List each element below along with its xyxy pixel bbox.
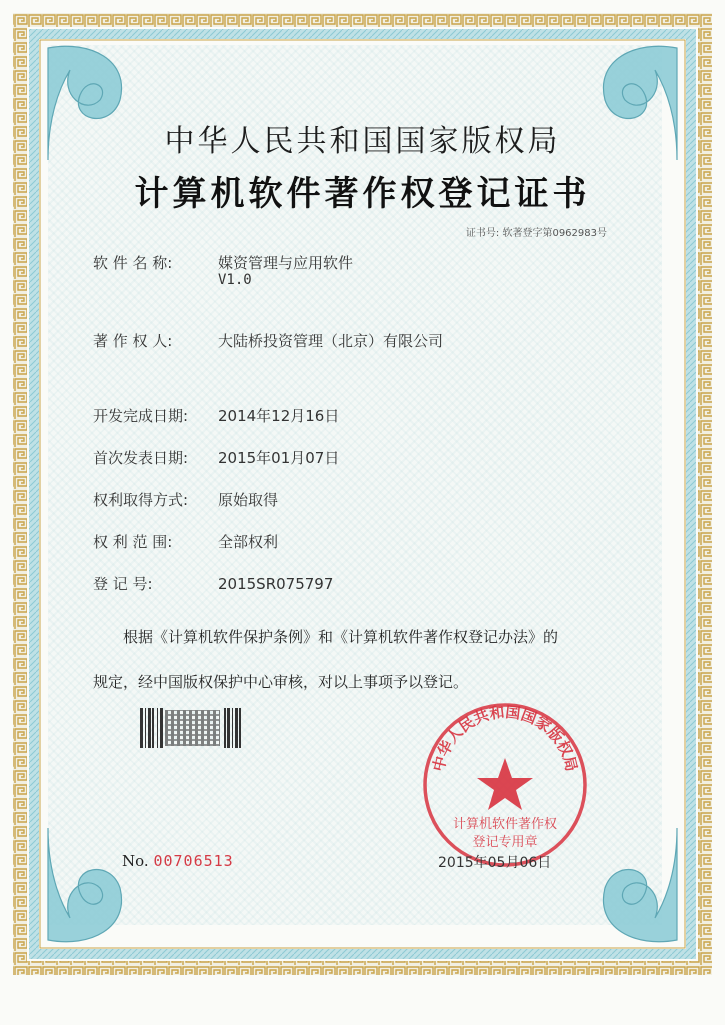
field-value: 原始取得 xyxy=(218,491,279,509)
seal-outer-text: 中华人民共和国国家版权局 xyxy=(429,703,581,774)
seal-inner-line1: 计算机软件著作权 xyxy=(452,817,558,832)
certificate-number: 证书号: 软著登字第0962983号 xyxy=(465,228,607,239)
field-value: 2015年01月07日 xyxy=(218,449,340,467)
serial-label: No. xyxy=(122,852,149,870)
issue-date: 2015年05月06日 xyxy=(438,855,552,871)
field-registration-number xyxy=(93,573,333,594)
field-value: 媒资管理与应用软件 xyxy=(218,254,354,272)
field-value: 全部权利 xyxy=(218,533,279,551)
field-rights-scope xyxy=(93,531,278,552)
field-label: 著 作 权 人: xyxy=(93,332,173,350)
body-paragraph-line1: 根据《计算机软件保护条例》和《计算机软件著作权登记办法》的 xyxy=(123,628,559,646)
field-completion-date xyxy=(93,405,339,426)
field-value: 2015SR075797 xyxy=(218,575,334,593)
seal-inner-line2: 登记专用章 xyxy=(472,835,538,850)
software-version: V1.0 xyxy=(218,272,252,288)
field-label: 开发完成日期: xyxy=(93,407,189,425)
field-publish-date xyxy=(93,447,339,468)
field-label: 权 利 范 围: xyxy=(93,533,173,551)
qr-code-icon xyxy=(165,710,220,746)
official-seal-icon xyxy=(420,700,590,870)
field-value: 大陆桥投资管理（北京）有限公司 xyxy=(218,332,444,350)
field-label: 登 记 号: xyxy=(93,575,153,593)
certificate-title: 计算机软件著作权登记证书 xyxy=(134,174,591,214)
field-label: 权利取得方式: xyxy=(93,491,189,509)
field-copyright-owner xyxy=(93,330,443,351)
field-acquisition-method xyxy=(93,489,278,510)
issuer-title: 中华人民共和国国家版权局 xyxy=(164,124,561,159)
body-paragraph-line2: 规定，经中国版权保护中心审核，对以上事项予以登记。 xyxy=(93,673,469,691)
field-value: 2014年12月16日 xyxy=(218,407,340,425)
field-software-name xyxy=(93,252,353,273)
field-label: 首次发表日期: xyxy=(93,449,189,467)
field-label: 软 件 名 称: xyxy=(93,254,173,272)
serial-number-block xyxy=(122,852,234,870)
serial-number: 00706513 xyxy=(153,852,234,870)
